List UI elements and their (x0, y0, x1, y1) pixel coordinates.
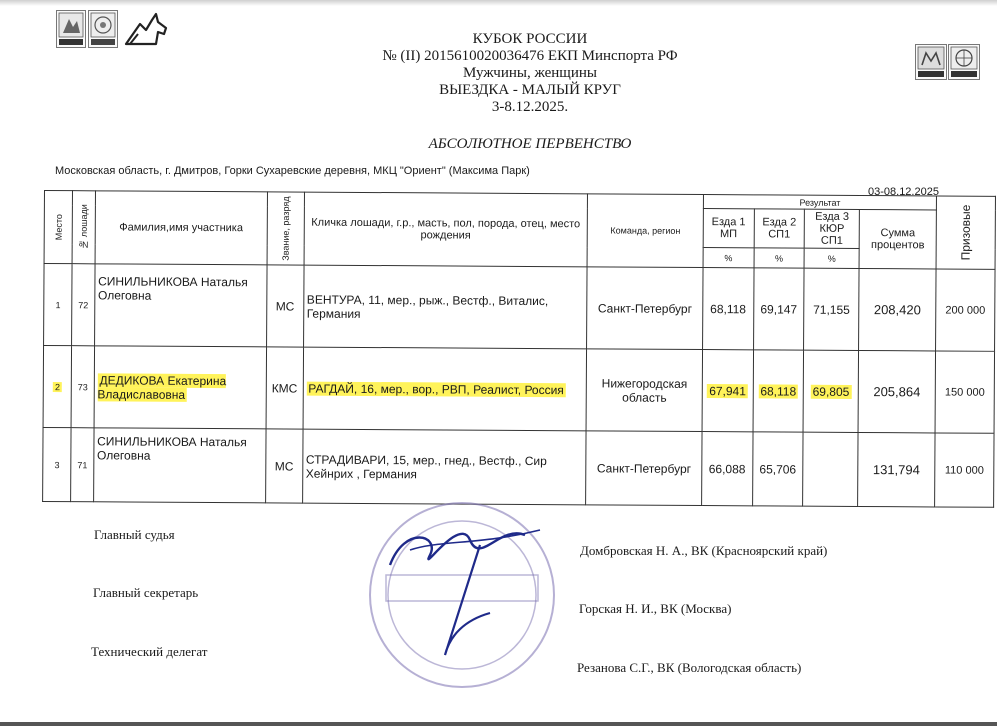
tech-delegate-name: Резанова С.Г., ВК (Вологодская область) (577, 660, 802, 675)
row-sum: 205,864 (858, 350, 936, 432)
header-horse-no: № лошади (72, 191, 95, 264)
right-logo-1 (915, 44, 947, 80)
row-horse-no: 73 (71, 346, 94, 428)
row-rank: МС (267, 265, 304, 347)
horse-head-logo (122, 10, 178, 50)
stamp-outer-ring (370, 503, 554, 687)
header-line-dates: 3-8.12.2025. (491, 99, 569, 115)
row-ride3 (803, 350, 858, 432)
row-horse-no: 72 (72, 264, 95, 346)
emblem-logo-icon (89, 11, 117, 47)
header-sum: Сумма процентов (859, 209, 936, 268)
row-prize: 110 000 (935, 433, 994, 507)
document-header (330, 31, 730, 116)
horse-head-icon (122, 10, 178, 50)
row-place: 1 (44, 264, 73, 346)
scan-edge-bottom (0, 722, 997, 726)
row-ride3 (803, 432, 858, 506)
header-rank: Звание, разряд (267, 192, 304, 265)
header-pct3: % (804, 248, 859, 268)
header-rider: Фамилия,имя участника (95, 191, 268, 265)
row-ride3: 71,155 (804, 268, 859, 350)
row-place-highlight: 2 (54, 381, 61, 392)
row-ride1: 68,118 (702, 268, 753, 350)
row-sum: 208,420 (859, 268, 937, 350)
row-ride1: 66,088 (702, 432, 753, 506)
header-pct2: % (754, 248, 805, 268)
scan-edge-top (0, 0, 997, 6)
header-line-category: Мужчины, женщины (463, 65, 597, 81)
header-horse: Кличка лошади, г.р., масть, пол, порода, отец, место рождения (304, 192, 588, 267)
row-sum: 131,794 (858, 432, 935, 506)
chief-secretary-name: Горская Н. И., ВК (Москва) (579, 601, 732, 616)
stamp-center-box (386, 575, 538, 601)
chief-judge-label: Главный судья (94, 527, 175, 542)
chief-judge-name: Домбровская Н. А., ВК (Красноярский край) (580, 543, 828, 558)
row-team: Санкт-Петербург (587, 267, 703, 350)
header-ride3: Езда 3 КЮР СП1 (804, 209, 859, 248)
row-place (43, 346, 72, 428)
row-rider: СИНИЛЬНИКОВА Наталья Олеговна (93, 428, 266, 503)
row-horse-highlight: РАГДАЙ, 16, мер., вор., РВП, Реалист, Россия (308, 381, 564, 397)
header-ride2: Езда 2 СП1 (754, 209, 805, 248)
row-ride2: 69,147 (753, 268, 804, 350)
right-logo-2 (948, 44, 980, 80)
row-horse: СТРАДИВАРИ, 15, мер., гнед., Вестф., Сир Хейнрих , Германия (302, 429, 586, 505)
row-rider (94, 346, 267, 429)
header-line-number: № (II) 2015610020036476 ЕКП Минспорта РФ (382, 48, 678, 64)
series-logo-icon (57, 11, 85, 47)
results-table (42, 190, 996, 508)
left-logo-2 (88, 10, 118, 48)
header-pct1: % (703, 248, 754, 268)
row-ride1-highlight: 67,941 (709, 383, 746, 398)
header-ride1: Езда 1 МП (703, 209, 754, 248)
venue-text: Московская область, г. Дмитров, Горки Сухаревские деревня, МКЦ "Ориент" (Максима Парк) (55, 165, 530, 177)
row-place: 3 (43, 427, 72, 501)
row-team: Санкт-Петербург (586, 431, 702, 506)
date-range-text: 03-08.12.2025 (868, 186, 939, 198)
row-prize: 200 000 (936, 269, 995, 351)
header-team: Команда, регион (587, 194, 703, 268)
header-line-discipline: ВЫЕЗДКА - МАЛЫЙ КРУГ (439, 82, 621, 98)
row-rider-highlight: ДЕДИКОВА Екатерина Владиславовна (97, 372, 227, 402)
official-stamp (350, 495, 575, 695)
maxima-logo-icon (916, 45, 946, 79)
chief-secretary-label: Главный секретарь (93, 585, 199, 600)
row-horse-no: 71 (71, 428, 94, 502)
table-row-highlighted (43, 346, 994, 434)
left-logo-1 (56, 10, 86, 48)
row-rank: КМС (266, 347, 303, 429)
row-ride3-highlight: 69,805 (812, 384, 850, 399)
row-prize: 150 000 (935, 351, 994, 433)
row-horse (303, 347, 587, 431)
row-ride2 (753, 350, 804, 432)
tech-delegate-label: Технический делегат (91, 644, 208, 659)
document-subtitle: АБСОЛЮТНОЕ ПЕРВЕНСТВО (428, 136, 632, 152)
row-ride2-highlight: 68,118 (760, 383, 797, 399)
header-place: Место (44, 191, 73, 264)
ferris-wheel-logo-icon (949, 45, 979, 79)
header-result: Результат (703, 195, 936, 210)
stamp-inner-ring (388, 521, 536, 669)
row-horse: ВЕНТУРА, 11, мер., рыж., Вестф., Виталис, Германия (303, 265, 587, 349)
row-rider: СИНИЛЬНИКОВА Наталья Олеговна (94, 264, 267, 347)
header-prize: Призовые (936, 196, 995, 269)
signature-stroke-3 (445, 545, 490, 655)
table-row (44, 264, 995, 352)
header-line-cup: КУБОК РОССИИ (472, 31, 588, 47)
row-rank: МС (266, 429, 303, 503)
row-ride1 (702, 350, 753, 432)
row-team: Нижегородская область (586, 349, 702, 432)
row-ride2: 65,706 (752, 432, 803, 506)
